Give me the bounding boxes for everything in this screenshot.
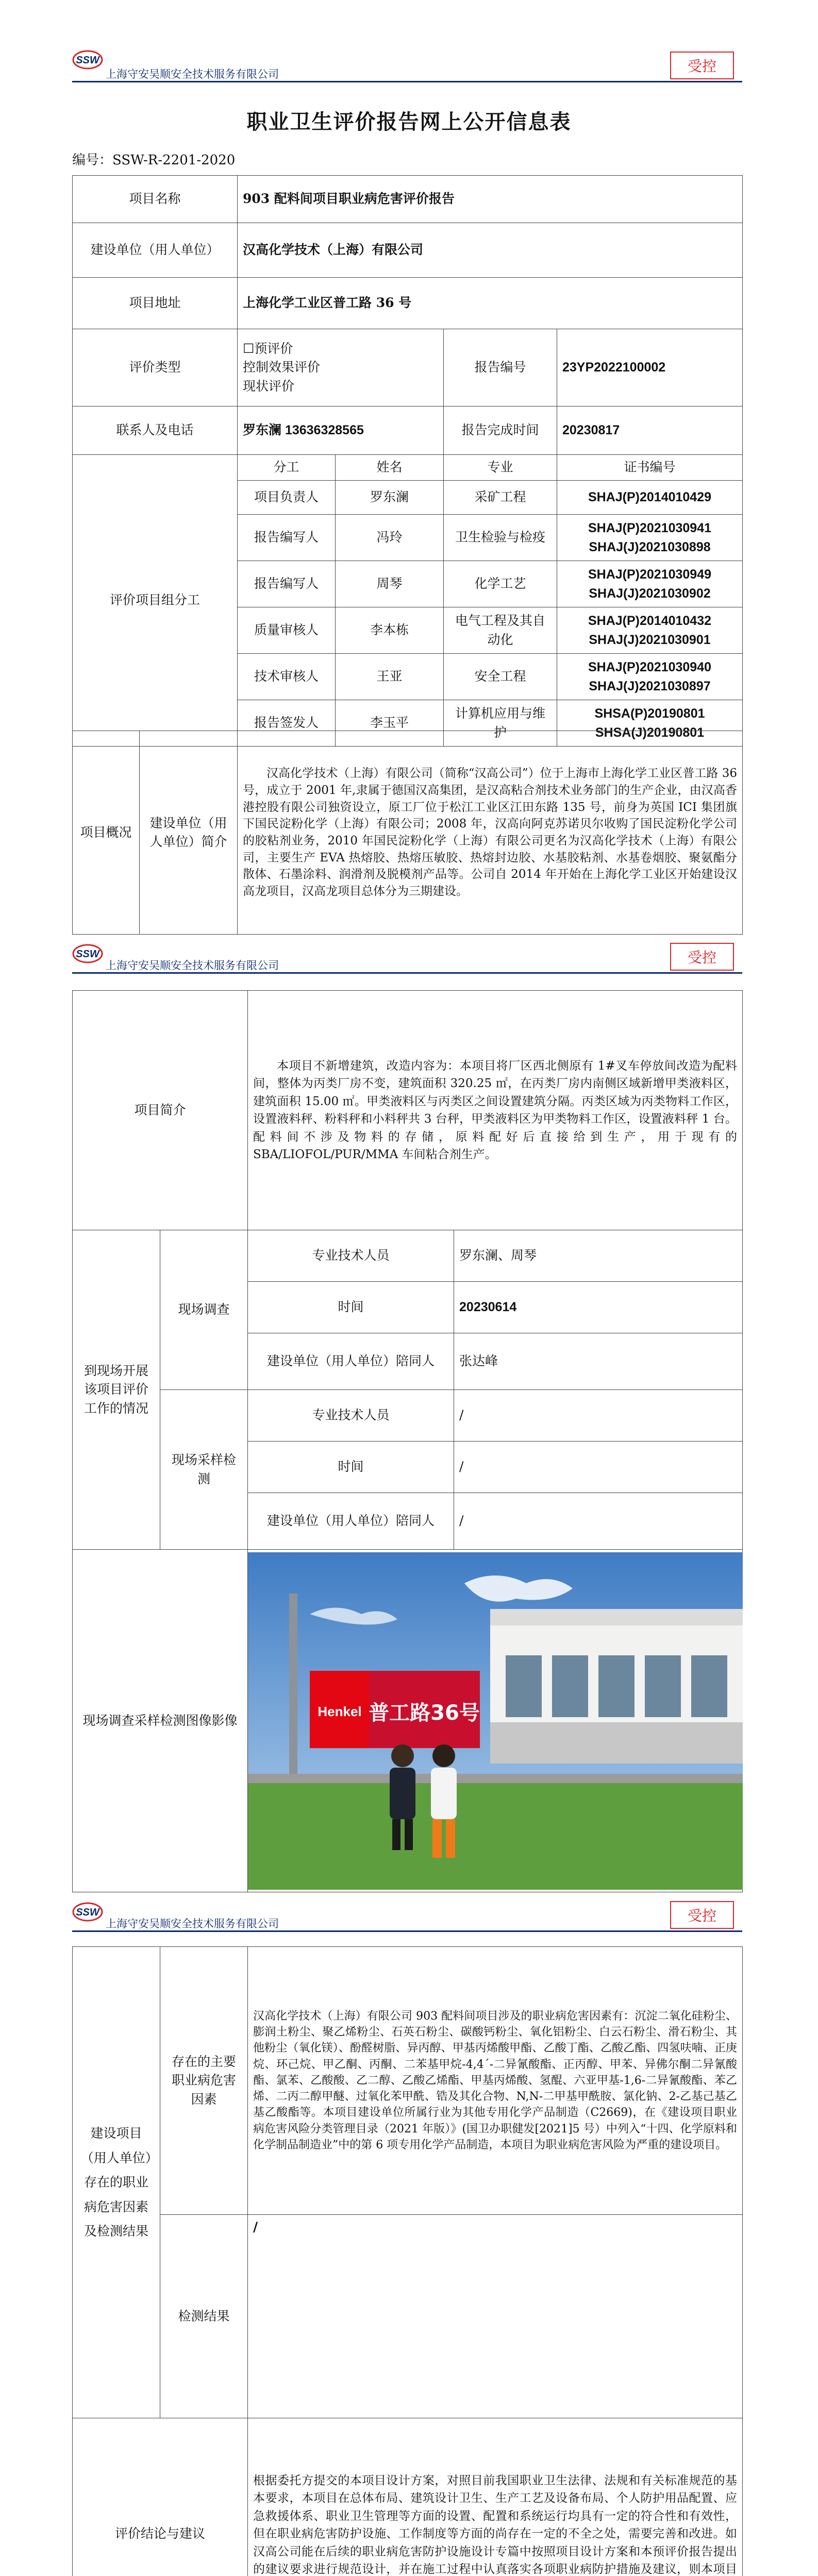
project-name-label: 项目名称: [73, 176, 238, 223]
overview-table: [72, 731, 743, 935]
factor-label: 存在的主要职业病危害因素: [160, 1947, 248, 2215]
page-2: [0, 943, 818, 1922]
survey-label: 现场调查: [160, 1230, 248, 1390]
team-role: 技术审核人: [238, 654, 336, 700]
sampling-key: 专业技术人员: [248, 1390, 454, 1442]
info-table-3: [72, 1946, 743, 2576]
sampling-label: 现场采样检测: [160, 1390, 248, 1550]
photo-label: 现场调查采样检测图像影像: [73, 1550, 248, 1892]
intro-label: 建设单位（用人单位）简介: [140, 731, 238, 935]
team-role: 报告编写人: [238, 515, 336, 561]
team-header-role: 分工: [238, 455, 336, 481]
hazard-factors: 汉高化学技术（上海）有限公司 903 配料间项目涉及的职业病危害因素有：沉淀二氧化硅粉尘、膨润土粉尘、聚乙烯粉尘、石英石粉尘、碳酸钙粉尘、氧化铝粉尘、白云石粉尘、滑石粉尘、其他粉尘（氧化镁）、酚醛树脂、异丙醇、甲基丙烯酸甲酯、乙酸丁酯、乙酸乙酯、四氢呋喃、正庚烷、环己烷、甲乙酮、丙酮、二苯基甲烷-4,4´-二异氰酸酯、正丙醇、甲苯、异佛尔酮二异氰酸酯、氯苯、乙酸酸、乙二醇、乙酸乙烯酯、甲基丙烯酸、氢醌、六亚甲基-1,6-二异氰酸酯、苯乙烯、二丙二醇甲醚、过氧化苯甲酰、锆及其化合物、N,N-二甲基甲酰胺、氯化钠、2-乙基己基乙基乙酸酯等。本项目建设单位所属行业为其他专用化学产品制造（C2669)，在《建设项目职业病危害风险分类管理目录（2021 年版）》(国卫办职健发[2021]5 号）中列入“十四、化学原料和化学制品制造业”中的第 6 项专用化学产品制造，本项目为职业病危害风险为严重的建设项目。: [248, 1947, 743, 2215]
team-major: 电气工程及其自动化: [444, 607, 557, 654]
header-company-name: 上海守安吴顺安全技术服务有限公司: [106, 69, 279, 80]
contact-label: 联系人及电话: [73, 406, 238, 455]
header-divider: [72, 1930, 742, 1932]
project-intro-label: 项目简介: [73, 991, 248, 1230]
detect-result: /: [248, 2215, 743, 2418]
svg-text:SSW: SSW: [76, 1907, 99, 1918]
report-no: 23YP2022100002: [557, 329, 743, 406]
svg-text:普工路36号: 普工路36号: [369, 1701, 480, 1725]
company-logo-icon: [72, 1901, 103, 1923]
survey-key: 建设单位（用人单位）陪同人: [248, 1333, 454, 1390]
team-role: 项目负责人: [238, 481, 336, 515]
site-photo-cell: [248, 1550, 743, 1892]
eval-type-label: 评价类型: [73, 329, 238, 406]
info-table-1: [72, 175, 743, 747]
sampling-key: 时间: [248, 1442, 454, 1493]
header-company-name: 上海守安吴顺安全技术服务有限公司: [106, 1918, 279, 1930]
hazard-label: 建设项目（用人单位）存在的职业病危害因素及检测结果: [73, 1947, 160, 2418]
company-logo-icon: [72, 49, 103, 71]
project-address: 上海化学工业区普工路 36 号: [238, 278, 743, 329]
info-table-2: [72, 990, 743, 1892]
team-cert: SHAJ(P)2021030949 SHAJ(J)2021030902: [557, 561, 743, 607]
team-major: 化学工艺: [444, 561, 557, 607]
team-name: 王亚: [336, 654, 444, 700]
header-divider: [72, 972, 742, 974]
eval-type-control: 控制效果评价: [243, 360, 321, 375]
site-photo: [248, 1552, 743, 1890]
survey-key: 专业技术人员: [248, 1230, 454, 1282]
svg-text:Henkel: Henkel: [318, 1703, 362, 1719]
team-cert: SHAJ(P)2014010429: [557, 481, 743, 515]
project-name: 903 配料间项目职业病危害评价报告: [238, 176, 743, 223]
conclusion-text: 根据委托方提交的本项目设计方案，对照目前我国职业卫生法律、法规和有关标准规范的基本要求，本项目在总体布局、建筑设计卫生、生产工艺及设备布局、个人防护用品配置、应急救援体系、职业卫生管理等方面的设置、配置和系统运行均具有一定的符合性和有效性，但在职业病危害防护设施、工作制度等方面的尚存在一定的不全之处，需要完善和改进。如汉高公司能在后续的职业病危害防护设施设计专篇中按照项目设计方案和本预评价报告提出的建议要求进行规范设计，并在施工过程中认真落实各项职业病防护措施及建议，则本项目: [248, 2418, 743, 2576]
detect-label: 检测结果: [160, 2215, 248, 2418]
team-role: 报告编写人: [238, 561, 336, 607]
eval-type-options: [238, 329, 444, 406]
team-header-name: 姓名: [336, 455, 444, 481]
controlled-stamp: 受控: [670, 943, 734, 971]
page-1: [0, 0, 818, 943]
team-major: 卫生检验与检疫: [444, 515, 557, 561]
header-company-name: 上海守安吴顺安全技术服务有限公司: [106, 960, 279, 972]
address-label: 项目地址: [73, 278, 238, 329]
team-cert: SHAJ(P)2021030940 SHAJ(J)2021030897: [557, 654, 743, 700]
report-code: 编号：SSW-R-2201-2020: [72, 152, 236, 168]
report-no-label: 报告编号: [444, 329, 557, 406]
overview-label: 项目概况: [73, 731, 140, 935]
sampling-key: 建设单位（用人单位）陪同人: [248, 1493, 454, 1550]
svg-text:SSW: SSW: [76, 55, 99, 66]
site-work-label: 到现场开展该项目评价工作的情况: [73, 1230, 160, 1550]
company-logo-icon: [72, 943, 103, 964]
team-role: 报告签发人: [238, 700, 336, 747]
svg-text:SSW: SSW: [76, 948, 99, 960]
team-major: 安全工程: [444, 654, 557, 700]
team-cert: SHSA(P)20190801 SHSA(J)20190801: [557, 700, 743, 747]
page-title: 职业卫生评价报告网上公开信息表: [246, 110, 572, 134]
finish-date: 20230817: [557, 406, 743, 455]
team-name: 李玉平: [336, 700, 444, 747]
team-label: 评价项目组分工: [73, 455, 238, 747]
conclusion-label: 评价结论与建议: [73, 2418, 248, 2576]
page-3: [0, 1901, 818, 2576]
sampling-value: /: [454, 1442, 743, 1493]
unit-intro: 汉高化学技术（上海）有限公司（简称“汉高公司”）位于上海市上海化学工业区普工路 36 号，成立于 2001 年,隶属于德国汉高集团，是汉高粘合剂技术业务部门的生产企业，由汉高香港控股有限公司独资设立，原工厂位于松江工业区江田东路 135 号，前身为英国 ICI 集团旗下国民淀粉化学（上海）有限公司；2008 年，汉高向阿克苏诺贝尔收购了国民淀粉化学公司的胶粘剂业务，2010 年国民淀粉化学（上海）有限公司更名为汉高化学技术（上海）有限公司，主要生产 EVA 热熔胶、热熔压敏胶、热熔封边胶、水基胶粘剂、水基卷烟胶、聚氨酯分散体、石墨涂料、润滑剂及脱模剂产品等。公司自 2014 年开始在上海化学工业区开始建设汉高龙项目，汉高龙项目总体分为三期建设。: [238, 731, 743, 935]
eval-type-pre: ☐预评价: [243, 341, 293, 357]
eval-type-status: 现状评价: [243, 378, 295, 394]
team-cert: SHAJ(P)2014010432 SHAJ(J)2021030901: [557, 607, 743, 654]
contact-info: 罗东澜 13636328565: [238, 406, 444, 455]
team-name: 李本栋: [336, 607, 444, 654]
team-name: 冯玲: [336, 515, 444, 561]
survey-key: 时间: [248, 1282, 454, 1333]
controlled-stamp: 受控: [670, 1901, 734, 1929]
sampling-value: /: [454, 1390, 743, 1442]
team-cert: SHAJ(P)2021030941 SHAJ(J)2021030898: [557, 515, 743, 561]
finish-label: 报告完成时间: [444, 406, 557, 455]
survey-value: 20230614: [454, 1282, 743, 1333]
team-major: 计算机应用与维护: [444, 700, 557, 747]
team-name: 罗东澜: [336, 481, 444, 515]
sampling-value: /: [454, 1493, 743, 1550]
unit-name: 汉高化学技术（上海）有限公司: [238, 223, 743, 278]
project-intro: 本项目不新增建筑，改造内容为：本项目将厂区西北侧原有 1#叉车停放间改造为配料间，整体为丙类厂房不变，建筑面积 320.25 ㎡，在丙类厂房内南侧区域新增甲类液料区，建筑面积 15.00 ㎡。甲类液料区与丙类区之间设置建筑分隔。丙类区域为丙类物料工作区，设置液料秤、粉料秤和小料秤共 3 台秤，甲类液料区为甲类物料工作区，设置液料秤 1 台。配料间不涉及物料的存储，原料配好后直接给到生产，用于现有的SBA/LIOFOL/PUR/MMA 车间粘合剂生产。: [248, 991, 743, 1230]
survey-value: 罗东澜、周琴: [454, 1230, 743, 1282]
team-header-cert: 证书编号: [557, 455, 743, 481]
team-role: 质量审核人: [238, 607, 336, 654]
unit-label: 建设单位（用人单位）: [73, 223, 238, 278]
header-divider: [72, 81, 742, 82]
team-name: 周琴: [336, 561, 444, 607]
survey-value: 张达峰: [454, 1333, 743, 1390]
controlled-stamp: 受控: [670, 52, 734, 79]
team-major: 采矿工程: [444, 481, 557, 515]
team-header-major: 专业: [444, 455, 557, 481]
